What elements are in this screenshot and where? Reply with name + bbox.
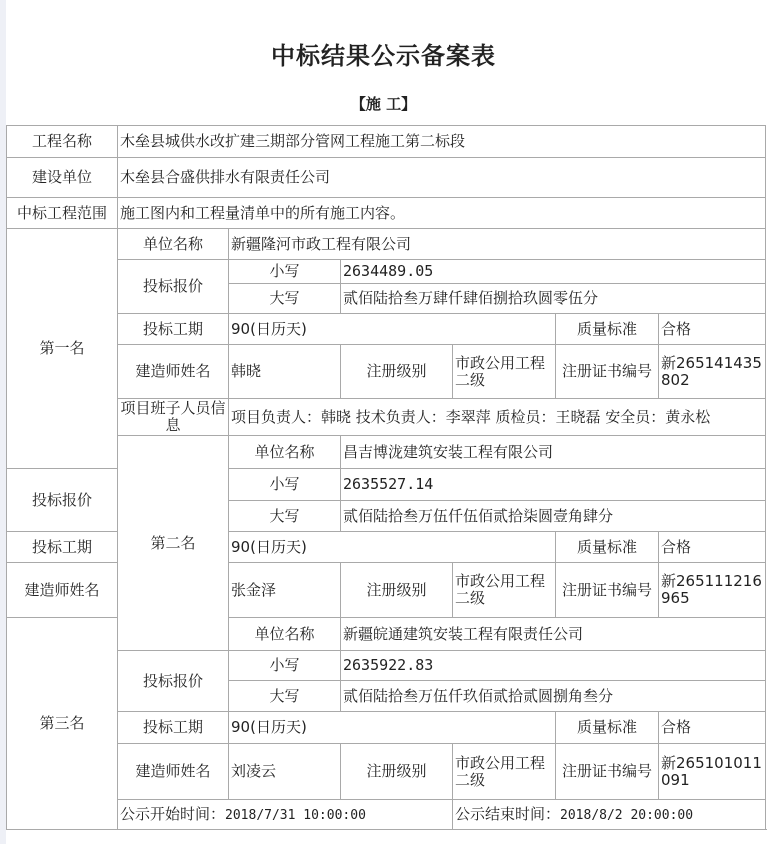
rank1-unit-label: 单位名称 [118, 229, 229, 260]
publicity-end-value: 2018/8/2 20:00:00 [560, 807, 694, 823]
rank1-cert-value: 新265141435802 [659, 345, 766, 399]
scope-label: 中标工程范围 [7, 198, 118, 229]
rank2-unit-value: 昌吉博泷建筑安装工程有限公司 [341, 436, 766, 469]
rank2-bid-label: 投标报价 [7, 469, 118, 532]
scope-value: 施工图内和工程量清单中的所有施工内容。 [118, 198, 766, 229]
rank3-unit-value: 新疆皖通建筑安装工程有限责任公司 [341, 618, 766, 651]
rank3-price-lower: 2635922.83 [341, 651, 766, 681]
rank3-cert-value: 新265101011091 [659, 744, 766, 800]
page-subtitle: 【施 工】 [350, 95, 417, 113]
project-name-label: 工程名称 [7, 126, 118, 158]
rank1-label: 第一名 [7, 229, 118, 469]
rank2-quality-value: 合格 [659, 532, 766, 563]
rank3-quality-value: 合格 [659, 712, 766, 744]
rank2-builder-value: 张金泽 [229, 563, 341, 618]
rank2-cert-value: 新265111216965 [659, 563, 766, 618]
rank2-builder-label: 建造师姓名 [7, 563, 118, 618]
scope-row [7, 198, 766, 229]
rank1-unit-row [7, 229, 766, 260]
rank3-upper-label: 大写 [229, 681, 341, 712]
rank3-builder-label: 建造师姓名 [118, 744, 229, 800]
rank1-builder-label: 建造师姓名 [118, 345, 229, 399]
rank2-upper-label: 大写 [229, 501, 341, 532]
rank2-reg-label: 注册级别 [341, 563, 453, 618]
rank3-lower-row [7, 651, 766, 681]
rank2-price-lower: 2635527.14 [341, 469, 766, 501]
publicity-time-row [7, 800, 766, 830]
owner-value: 木垒县合盛供排水有限责任公司 [118, 158, 766, 198]
rank2-label: 第二名 [118, 436, 229, 651]
owner-row [7, 158, 766, 198]
rank3-price-upper: 贰佰陆拾叁万伍仟玖佰贰拾贰圆捌角叁分 [341, 681, 766, 712]
rank1-period-value: 90(日历天) [229, 314, 556, 345]
rank3-bid-label: 投标报价 [118, 651, 229, 712]
rank3-builder-value: 刘凌云 [229, 744, 341, 800]
rank1-price-lower: 2634489.05 [341, 260, 766, 284]
rank3-lower-label: 小写 [229, 651, 341, 681]
rank1-builder-value: 韩晓 [229, 345, 341, 399]
rank1-period-label: 投标工期 [118, 314, 229, 345]
publicity-end-label: 公示结束时间： [455, 804, 561, 823]
rank1-unit-value: 新疆隆河市政工程有限公司 [229, 229, 766, 260]
rank1-upper-label: 大写 [229, 284, 341, 314]
rank1-cert-label: 注册证书编号 [556, 345, 659, 399]
rank1-quality-label: 质量标准 [556, 314, 659, 345]
rank2-period-value: 90(日历天) [229, 532, 556, 563]
rank1-team-row [7, 399, 766, 436]
rank3-period-value: 90(日历天) [229, 712, 556, 744]
rank3-reg-label: 注册级别 [341, 744, 453, 800]
rank1-period-row [7, 314, 766, 345]
project-name-value: 木垒县城供水改扩建三期部分管网工程施工第二标段 [118, 126, 766, 158]
rank3-unit-label: 单位名称 [229, 618, 341, 651]
rank3-label: 第三名 [7, 618, 118, 830]
rank2-reg-value: 市政公用工程二级 [453, 563, 556, 618]
rank1-reg-label: 注册级别 [341, 345, 453, 399]
rank1-team-value: 项目负责人：韩晓 技术负责人：李翠萍 质检员：王晓磊 安全员：黄永松 [229, 399, 766, 436]
rank2-unit-label: 单位名称 [229, 436, 341, 469]
rank3-period-label: 投标工期 [118, 712, 229, 744]
project-name-row [7, 126, 766, 158]
rank2-lower-label: 小写 [229, 469, 341, 501]
rank2-quality-label: 质量标准 [556, 532, 659, 563]
rank1-builder-row [7, 345, 766, 399]
rank1-reg-value: 市政公用工程二级 [453, 345, 556, 399]
page-title: 中标结果公示备案表 [271, 42, 496, 70]
rank3-reg-value: 市政公用工程二级 [453, 744, 556, 800]
rank1-team-label: 项目班子人员信息 [118, 399, 229, 436]
publicity-start [118, 800, 453, 830]
publicity-start-label: 公示开始时间： [120, 804, 226, 823]
rank3-builder-row [7, 744, 766, 800]
rank3-quality-label: 质量标准 [556, 712, 659, 744]
rank2-period-label: 投标工期 [7, 532, 118, 563]
rank3-period-row [7, 712, 766, 744]
rank2-cert-label: 注册证书编号 [556, 563, 659, 618]
rank2-price-upper: 贰佰陆拾叁万伍仟伍佰贰拾柒圆壹角肆分 [341, 501, 766, 532]
publicity-start-value: 2018/7/31 10:00:00 [225, 807, 366, 823]
rank2-unit-row [7, 436, 766, 469]
rank3-cert-label: 注册证书编号 [556, 744, 659, 800]
rank1-price-upper: 贰佰陆拾叁万肆仟肆佰捌拾玖圆零伍分 [341, 284, 766, 314]
rank1-bid-label: 投标报价 [118, 260, 229, 314]
publicity-end [453, 800, 766, 830]
rank1-quality-value: 合格 [659, 314, 766, 345]
bid-result-table [6, 125, 766, 830]
owner-label: 建设单位 [7, 158, 118, 198]
rank1-lower-row [7, 260, 766, 284]
rank1-lower-label: 小写 [229, 260, 341, 284]
